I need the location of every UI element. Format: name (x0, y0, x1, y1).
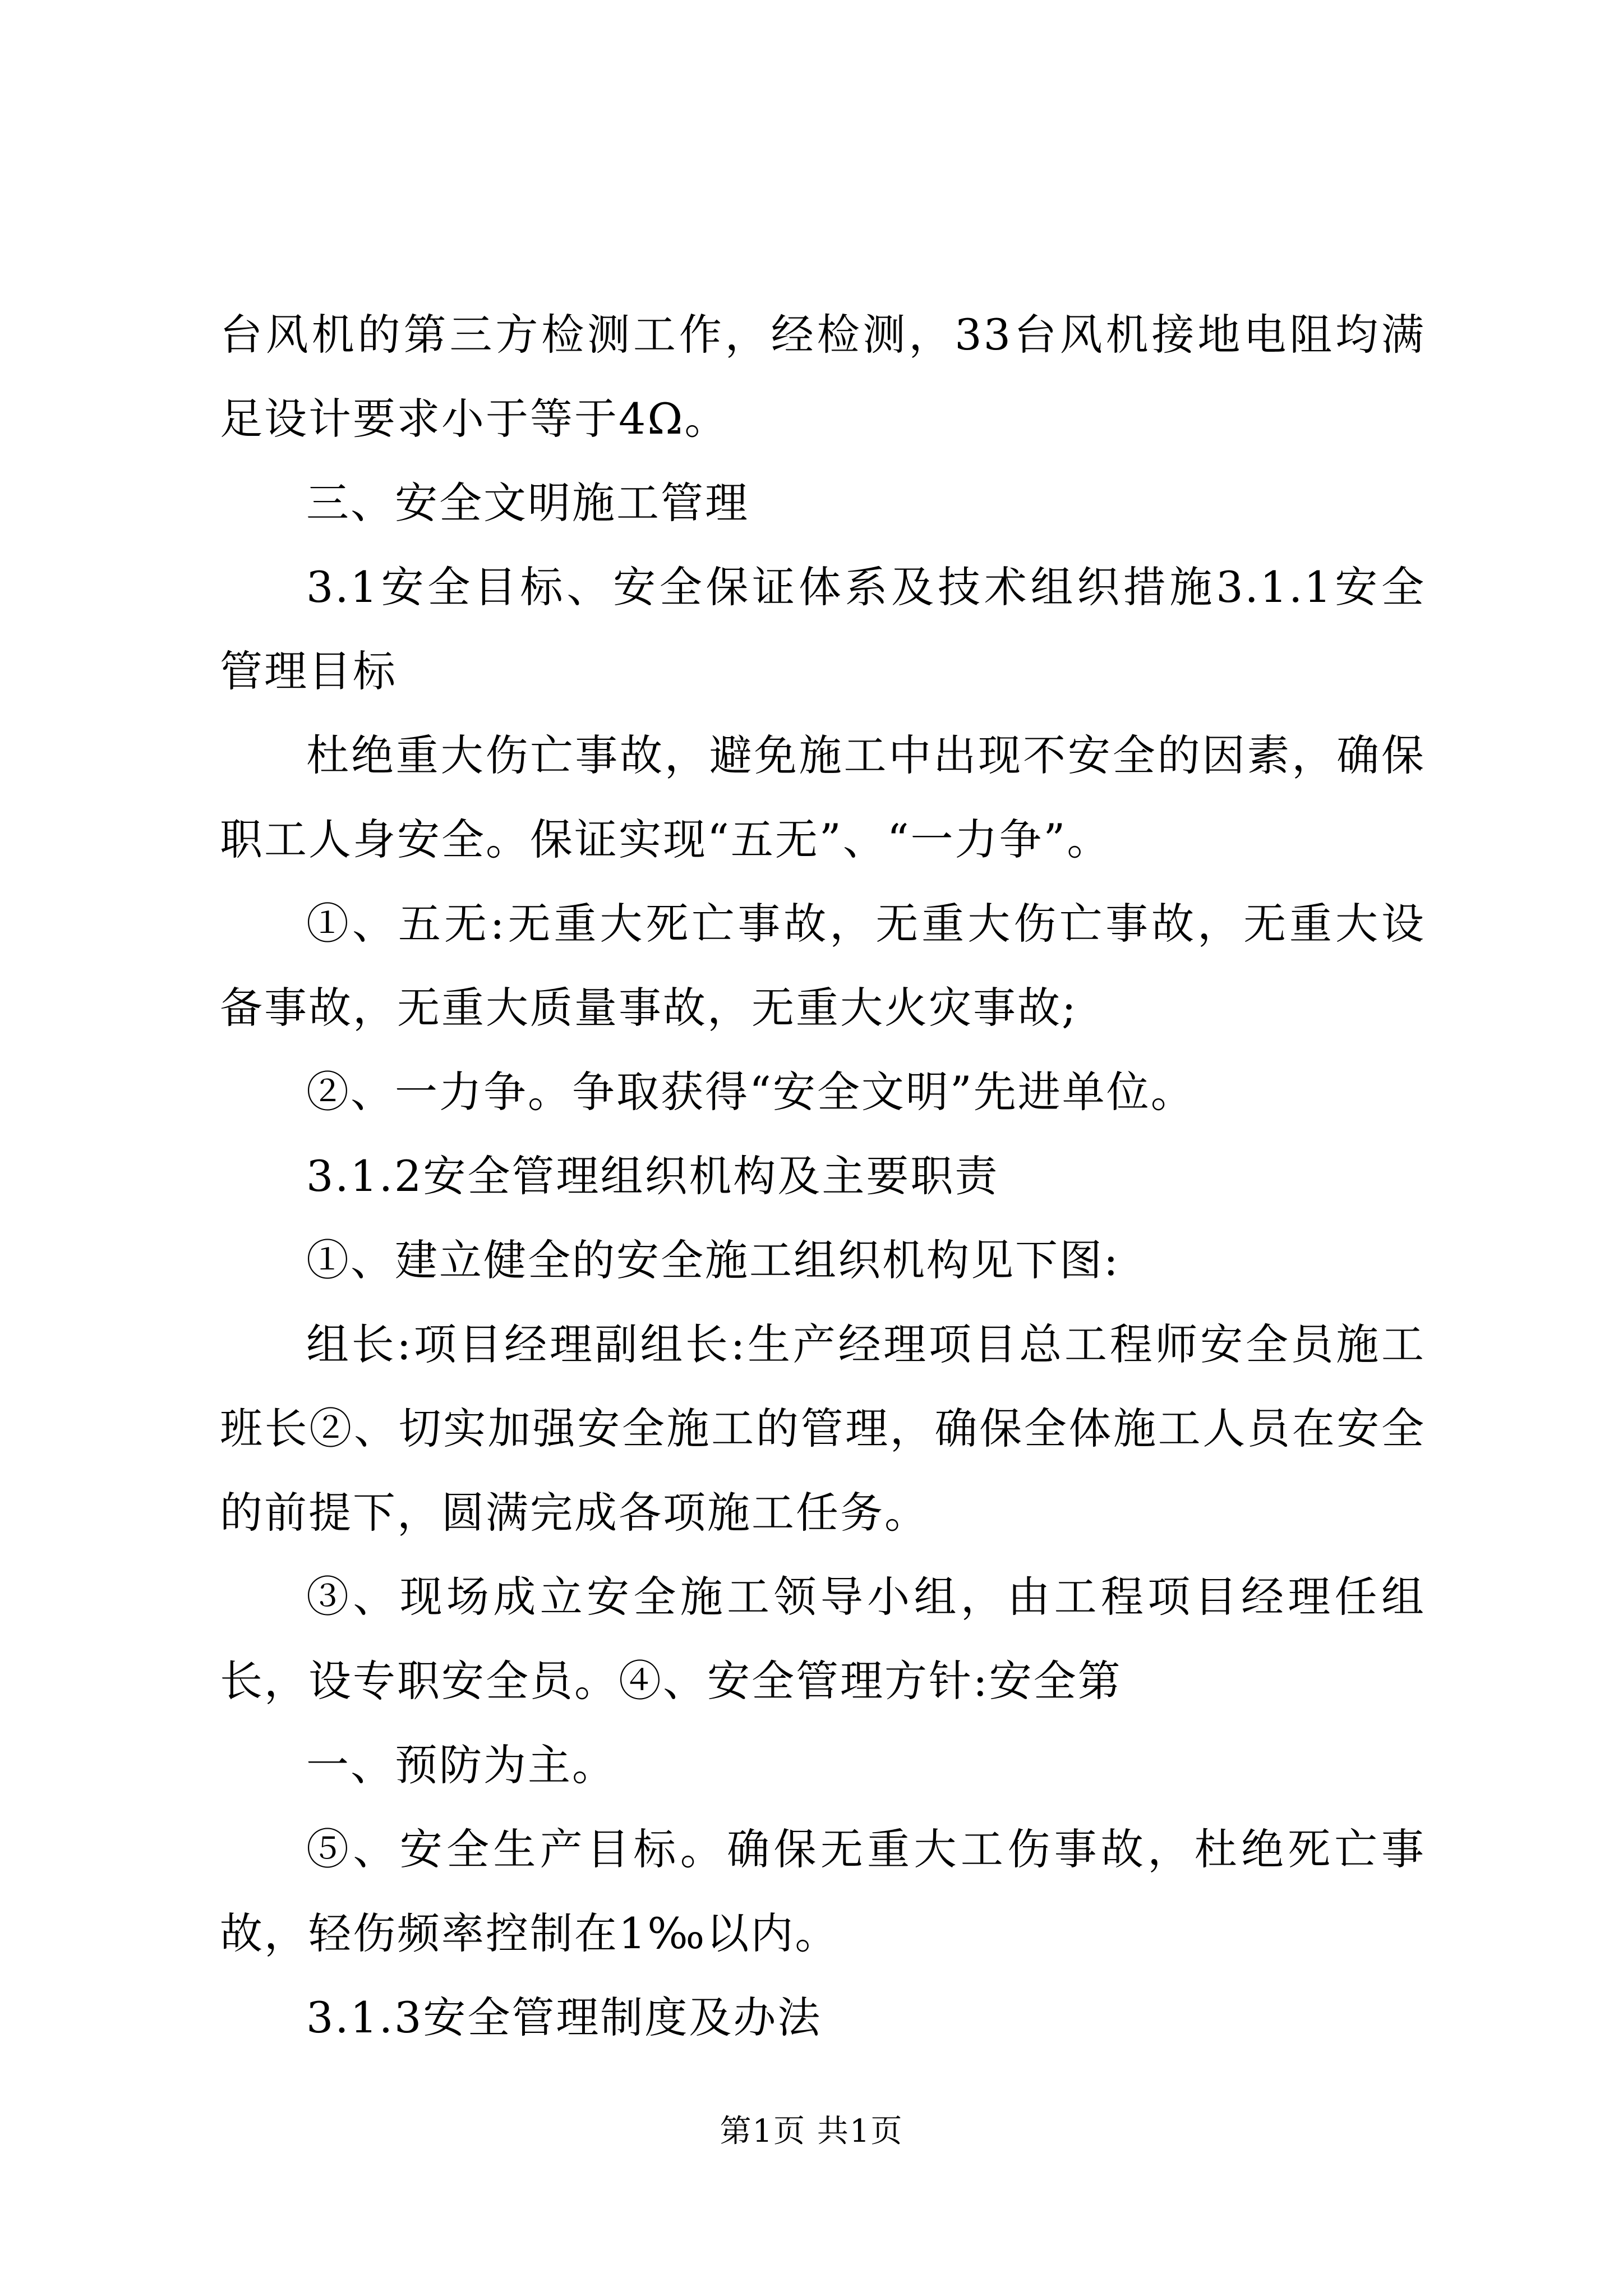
paragraph-continuation: 台风机的第三方检测工作，经检测，33台风机接地电阻均满足设计要求小于等于4Ω。 (220, 310, 1426, 444)
section-heading-safety: 三、安全文明施工管理 (306, 478, 749, 528)
list-item-production-goal: ⑤、安全生产目标。确保无重大工伤事故，杜绝死亡事故，轻伤频率控制在1‰以内。 (220, 1824, 1426, 1958)
list-item-one-strive: ②、一力争。争取获得“安全文明”先进单位。 (306, 1067, 1195, 1117)
document-body (220, 293, 1426, 2060)
list-item-leading-group: ③、现场成立安全施工领导小组，由工程项目经理任组长，设专职安全员。④、安全管理方针:安全第 (220, 1572, 1426, 1706)
subsection-heading-3-1-2: 3.1.2安全管理组织机构及主要职责 (306, 1151, 999, 1201)
paragraph-safety-goal: 杜绝重大伤亡事故，避免施工中出现不安全的因素，确保职工人身安全。保证实现“五无”、“一力争”。 (220, 730, 1426, 864)
list-item-five-none: ①、五无:无重大死亡事故，无重大伤亡事故，无重大设备事故，无重大质量事故，无重大火灾事故; (220, 899, 1426, 1033)
subsection-heading-3-1-3: 3.1.3安全管理制度及办法 (306, 1993, 822, 2042)
subsection-heading-3-1: 3.1安全目标、安全保证体系及技术组织措施3.1.1安全管理目标 (220, 562, 1426, 696)
paragraph-prevention: 一、预防为主。 (306, 1740, 616, 1790)
list-item-org-structure: ①、建立健全的安全施工组织机构见下图: (306, 1235, 1120, 1285)
paragraph-team-leaders: 组长:项目经理副组长:生产经理项目总工程师安全员施工班长②、切实加强安全施工的管理，确保全体施工人员在安全的前提下，圆满完成各项施工任务。 (220, 1319, 1426, 1538)
page-number-footer: 第1页 共1页 (720, 2113, 903, 2150)
